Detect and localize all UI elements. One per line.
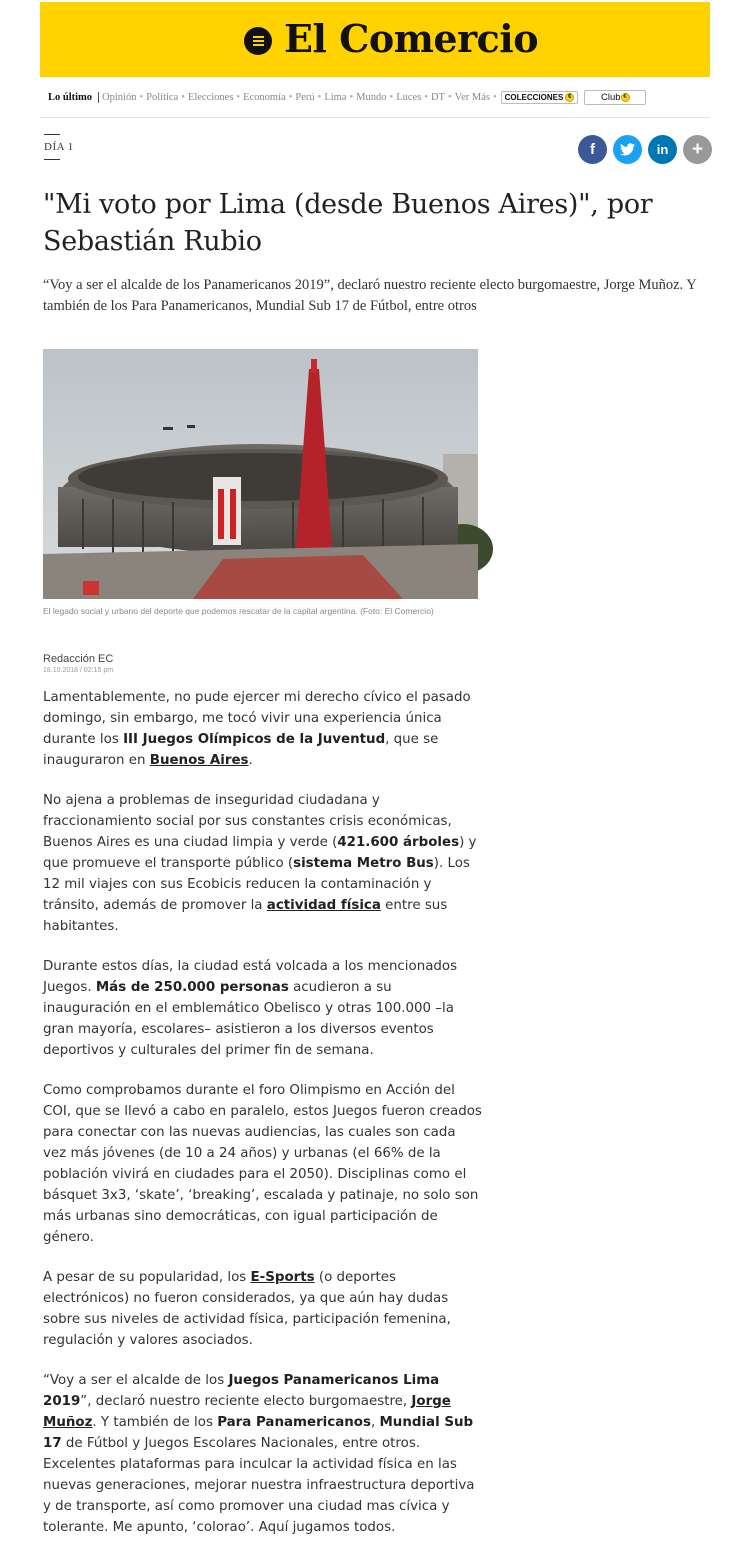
link-e-sports[interactable]: E-Sports — [250, 1270, 315, 1285]
club-label: Club — [601, 92, 621, 103]
text: “Voy a ser el alcalde de los — [43, 1373, 229, 1388]
colecciones-label: COLECCIONES — [504, 93, 564, 102]
paragraph — [43, 956, 483, 1061]
bold-text: Mundial Sub 17 — [43, 1415, 474, 1451]
nav-item-lo-ultimo[interactable]: Lo último — [48, 92, 99, 103]
bold-text: III Juegos Olímpicos de la Juventud — [123, 732, 386, 747]
linkedin-share-button[interactable]: in — [648, 135, 677, 164]
text: acudieron a su inauguración en el emblemático Obelisco y otras 100.000 –la gran mayoría, escolares– asistieron a los diversos eventos deportivos y culturales del primer fin de semana. — [43, 980, 454, 1058]
nav-item-lima[interactable]: Lima — [324, 92, 347, 103]
nav-item-opinion[interactable]: Opinión — [102, 92, 137, 103]
article-photo[interactable] — [43, 349, 478, 599]
nav-separator: • — [492, 92, 497, 103]
text: (o deportes electrónicos) no fueron considerados, ya que aún hay dudas sobre sus niveles de actividad física, participación femenina, regulación y valores asociados. — [43, 1270, 451, 1348]
share-buttons — [578, 135, 712, 164]
photo-caption: El legado social y urbano del deporte que podemos rescatar de la capital argentina. (Foto: El Comercio) — [43, 606, 434, 616]
publish-date: 18.10.2018 / 02:15 pm — [43, 667, 114, 674]
coin-icon: € — [565, 93, 574, 102]
twitter-share-button[interactable] — [613, 135, 642, 164]
bold-text: Para Panamericanos — [217, 1415, 371, 1430]
nav-separator: • — [317, 92, 322, 103]
more-share-button[interactable]: + — [683, 135, 712, 164]
bold-text: Más de 250.000 personas — [95, 980, 289, 995]
bold-text: sistema Metro Bus — [293, 856, 434, 871]
text: , que se inauguraron en — [43, 732, 439, 768]
bold-text: Juegos Panamericanos Lima 2019 — [43, 1373, 440, 1409]
paragraph — [43, 790, 483, 937]
nav-separator: • — [349, 92, 354, 103]
club-button[interactable] — [584, 90, 646, 105]
author-name[interactable]: Redacción EC — [43, 653, 114, 665]
article-body — [43, 687, 483, 1557]
text: Durante estos días, la ciudad está volcada a los mencionados Juegos. — [43, 959, 458, 995]
text: Lamentablemente, no pude ejercer mi derecho cívico el pasado domingo, sin embargo, me tocó vivir una experiencia única durante los — [43, 690, 471, 747]
article-subtitle: “Voy a ser el alcalde de los Panamericanos 2019”, declaró nuestro reciente electo burgomaestre, Jorge Muñoz. Y también de los Para Panamericanos, Mundial Sub 17 de Fútbol, entre otros — [43, 277, 697, 314]
nav-separator: • — [447, 92, 452, 103]
menu-line — [253, 44, 264, 46]
nav-item-peru[interactable]: Perú — [295, 92, 315, 103]
paragraph — [43, 687, 483, 771]
nav-item-mundo[interactable]: Mundo — [356, 92, 387, 103]
text: entre sus habitantes. — [43, 898, 448, 934]
nav-item-dt[interactable]: DT — [430, 92, 445, 103]
colecciones-button[interactable] — [501, 91, 579, 104]
bold-text: 421.600 árboles — [337, 835, 460, 850]
site-logo[interactable]: El Comercio — [284, 16, 539, 61]
text: , — [370, 1415, 380, 1430]
text: de Fútbol y Juegos Escolares Nacionales, entre otros. Excelentes plataformas para inculcar la actividad física en las nuevas generaciones, mejorar nuestra infraestructura deportiva y de transporte, así como promover una ciudad mas cívica y tolerante. Me apunto, ‘colorao’. Aquí jugamos todos. — [43, 1436, 475, 1535]
menu-line — [253, 36, 264, 38]
menu-line — [253, 40, 264, 42]
paragraph: Como comprobamos durante el foro Olimpismo en Acción del COI, que se llevó a cabo en paralelo, estos Juegos fueron creados para conectar con las nuevas audiencias, las cuales son cada vez más jóvenes (de 10 a 24 años) y urbanas (el 66% de la población vivirá en ciudades para el 2050). Disciplinas como el básquet 3x3, ‘skate’, ‘breaking’, escalada y patinaje, no solo son más urbanas sino democráticas, con igual participación de género. — [43, 1083, 482, 1245]
text: ) y que promueve el transporte público ( — [43, 835, 477, 871]
nav-item-economia[interactable]: Economía — [243, 92, 286, 103]
paragraph — [43, 1370, 483, 1538]
text: A pesar de su popularidad, los — [43, 1270, 251, 1285]
masthead — [40, 2, 710, 77]
nav-separator: • — [236, 92, 241, 103]
nav-item-ver-mas[interactable]: Ver Más — [454, 92, 490, 103]
text: No ajena a problemas de inseguridad ciudadana y fraccionamiento social por sus constantes crisis económicas, Buenos Aires es una ciudad limpia y verde ( — [43, 793, 452, 850]
paragraph — [43, 1267, 483, 1351]
text: . Y también de los — [92, 1415, 218, 1430]
section-label[interactable]: DÍA 1 — [44, 134, 74, 160]
nav-separator: • — [424, 92, 428, 103]
facebook-share-button[interactable]: f — [578, 135, 607, 164]
link-actividad-fisica[interactable]: actividad física — [266, 898, 381, 913]
hamburger-menu-button[interactable] — [244, 27, 272, 55]
nav-separator: • — [181, 92, 185, 103]
nav-item-luces[interactable]: Luces — [396, 92, 422, 103]
nav-separator: • — [288, 92, 293, 103]
article-title: "Mi voto por Lima (desde Buenos Aires)", por Sebastián Rubio — [43, 189, 653, 257]
text: . — [248, 753, 253, 768]
nav-separator: • — [389, 92, 394, 103]
coin-icon: € — [621, 93, 630, 102]
nav-separator: • — [139, 92, 144, 103]
stadium-illustration — [43, 349, 478, 599]
twitter-bird-icon — [620, 143, 635, 156]
nav-item-elecciones[interactable]: Elecciones — [187, 92, 234, 103]
nav-item-politica[interactable]: Política — [146, 92, 179, 103]
main-nav — [40, 78, 710, 118]
text: ”, declaró nuestro reciente electo burgomaestre, — [80, 1394, 412, 1409]
link-buenos-aires[interactable]: Buenos Aires — [149, 753, 249, 768]
text: ). Los 12 mil viajes con sus Ecobicis reducen la contaminación y tránsito, además de promover la — [43, 856, 470, 913]
link-jorge-munoz[interactable]: Jorge Muñoz — [43, 1394, 451, 1430]
